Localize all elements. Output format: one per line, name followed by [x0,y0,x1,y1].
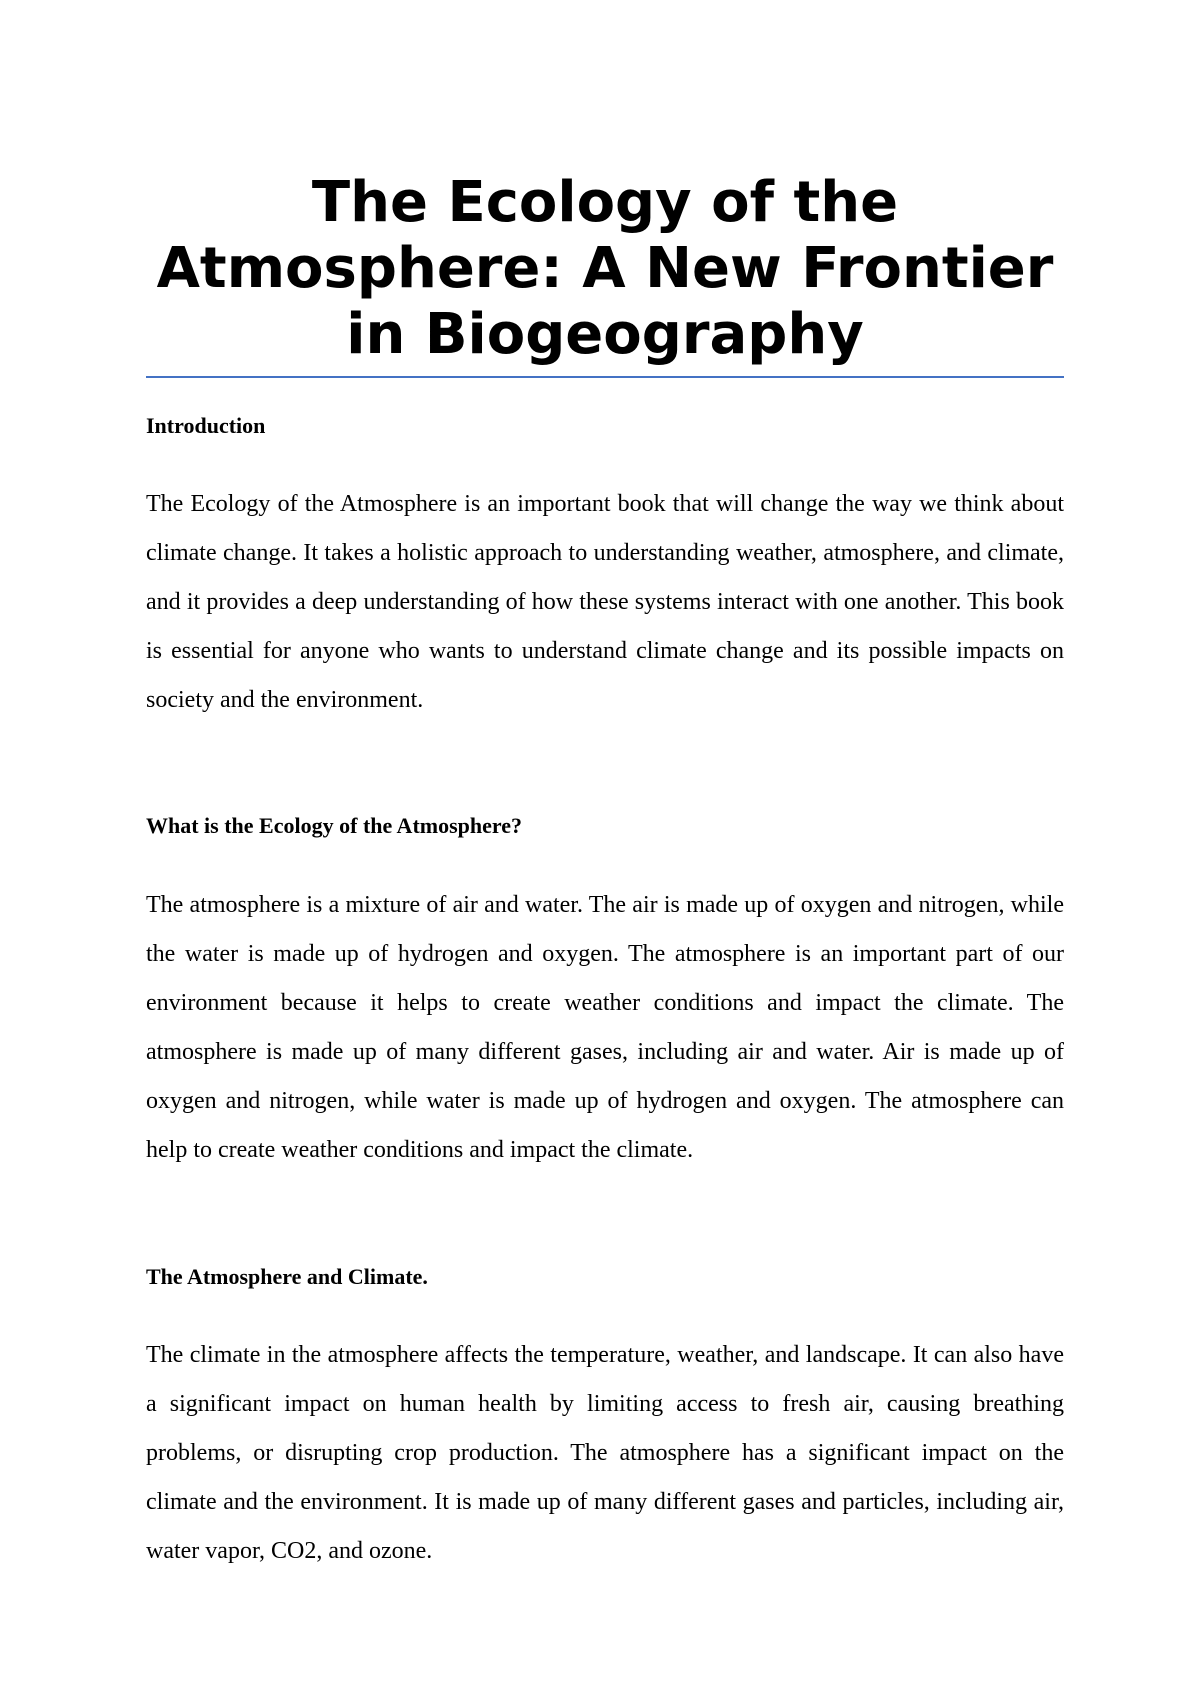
document-title: The Ecology of the Atmosphere: A New Frontier in Biogeography [156,170,1054,367]
title-underline-divider [146,376,1064,378]
section-body-what-is-ecology: The atmosphere is a mixture of air and water. The air is made up of oxygen and nitrogen, while the water is made up of hydrogen and oxygen. The atmosphere is an important part of our environment because it helps to create weather conditions and impact the climate. The atmosphere is made up of many different gases, including air and water. Air is made up of oxygen and nitrogen, while water is made up of hydrogen and oxygen. The atmosphere can help to create weather conditions and impact the climate. [146,892,1064,1163]
section-body-introduction: The Ecology of the Atmosphere is an important book that will change the way we think about climate change. It takes a holistic approach to understanding weather, atmosphere, and climate, and it provides a deep understanding of how these systems interact with one another. This book is essential for anyone who wants to understand climate change and its possible impacts on society and the environment. [146,491,1064,713]
section-heading-atmosphere-and-climate: The Atmosphere and Climate. [146,1264,428,1289]
section-heading-what-is-ecology: What is the Ecology of the Atmosphere? [146,813,523,838]
section-heading-introduction: Introduction [146,413,266,438]
section-body-atmosphere-and-climate: The climate in the atmosphere affects the temperature, weather, and landscape. It can also have a significant impact on human health by limiting access to fresh air, causing breathing problems, or disrupting crop production. The atmosphere has a significant impact on the climate and the environment. It is made up of many different gases and particles, including air, water vapor, CO2, and ozone. [146,1342,1064,1564]
